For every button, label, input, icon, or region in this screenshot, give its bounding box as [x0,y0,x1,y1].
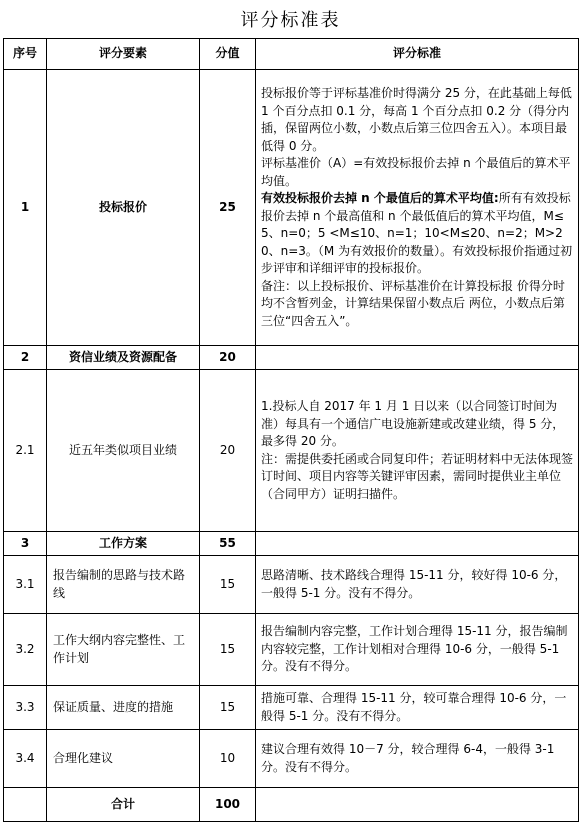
row-number: 3.2 [4,614,47,686]
row-score: 15 [200,556,256,614]
row-factor: 工作大纲内容完整性、工作计划 [47,614,200,686]
total-score: 100 [200,788,256,822]
criteria-paragraph: 建议合理有效得 10－7 分，较合理得 6-4，一般得 3-1 分。没有不得分。 [261,742,555,774]
row-number: 3.1 [4,556,47,614]
header-score: 分值 [200,39,256,70]
table-row [4,70,579,346]
criteria-paragraph: 措施可靠、合理得 15-11 分，较可靠合理得 10-6 分，一般得 5-1 分。没有不得分。 [261,691,567,723]
row-score: 10 [200,730,256,788]
row-number: 2 [4,346,47,370]
criteria-paragraph: 1.投标人自 2017 年 1 月 1 日以来（以合同签订时间为准）每具有一个通信广电设施新建或改建业绩，得 5 分，最多得 20 分。 [261,399,565,448]
row-criteria [256,70,579,346]
row-criteria [256,614,579,686]
criteria-paragraph: 评标基准价（A）=有效投标报价去掉 n 个最值后的算术平均值。 [261,156,571,188]
row-score: 20 [200,370,256,532]
row-criteria [256,556,579,614]
criteria-paragraph: 报告编制内容完整，工作计划合理得 15-11 分，报告编制内容较完整，工作计划相对合理得 10-6 分，一般得 5-1 分。没有不得分。 [261,624,568,674]
total-row [4,788,579,822]
row-factor: 保证质量、进度的措施 [47,686,200,730]
row-factor: 工作方案 [47,532,200,556]
row-factor: 资信业绩及资源配备 [47,346,200,370]
criteria-paragraph: 思路清晰、技术路线合理得 15-11 分，较好得 10-6 分，一般得 5-1 分。没有不得分。 [261,568,567,600]
row-factor: 报告编制的思路与技术路线 [47,556,200,614]
total-criteria-cell [256,788,579,822]
row-criteria [256,686,579,730]
table-row [4,686,579,730]
table-row [4,614,579,686]
header-criteria: 评分标准 [256,39,579,70]
row-criteria [256,532,579,556]
table-row [4,346,579,370]
row-criteria [256,370,579,532]
row-number: 2.1 [4,370,47,532]
table-row [4,532,579,556]
row-factor: 投标报价 [47,70,200,346]
criteria-paragraph: 投标报价等于评标基准价时得满分 25 分，在此基础上每低 1 个百分点扣 0.1 分，每高 1 个百分点扣 0.2 分（得分内插，保留两位小数，小数点后第三位四舍五入）。本项目最低得 0 分。 [261,86,572,153]
row-factor: 合理化建议 [47,730,200,788]
table-row [4,370,579,532]
header-no: 序号 [4,39,47,70]
row-factor: 近五年类似项目业绩 [47,370,200,532]
row-criteria [256,346,579,370]
row-number: 3.3 [4,686,47,730]
page-title: 评分标准表 [240,10,341,31]
row-number: 3 [4,532,47,556]
criteria-paragraph: 备注：以上投标报价、评标基准价在计算投标报 价得分时均不含暂列金，计算结果保留小数点后 两位，小数点后第三位“四舍五入”。 [261,278,565,328]
scoring-table [3,38,579,822]
row-score: 25 [200,70,256,346]
row-number: 1 [4,70,47,346]
total-empty-cell [4,788,47,822]
table-row [4,556,579,614]
table-header-row [4,39,579,70]
criteria-paragraph: 有效投标报价去掉 n 个最值后的算术平均值:所有有效投标报价去掉 n 个最高值和 n 个最低值后的算术平均值，M≤5、n=0；5 <M≤10、n=1；10<M≤20、n=2；M>20、n=3。（M 为有效报价的数量）。有效投标报价指通过初步评审和详细评审的投标报价。 [261,191,573,275]
criteria-paragraph: 注：需提供委托函或合同复印件；若证明材料中无法体现签订时间、项目内容等关键评审因素，需同时提供业主单位（合同甲方）证明扫描件。 [261,451,574,501]
header-factor: 评分要素 [47,39,200,70]
total-label: 合计 [47,788,200,822]
row-score: 15 [200,614,256,686]
row-criteria [256,730,579,788]
row-score: 20 [200,346,256,370]
table-row [4,730,579,788]
row-score: 55 [200,532,256,556]
row-number: 3.4 [4,730,47,788]
row-score: 15 [200,686,256,730]
